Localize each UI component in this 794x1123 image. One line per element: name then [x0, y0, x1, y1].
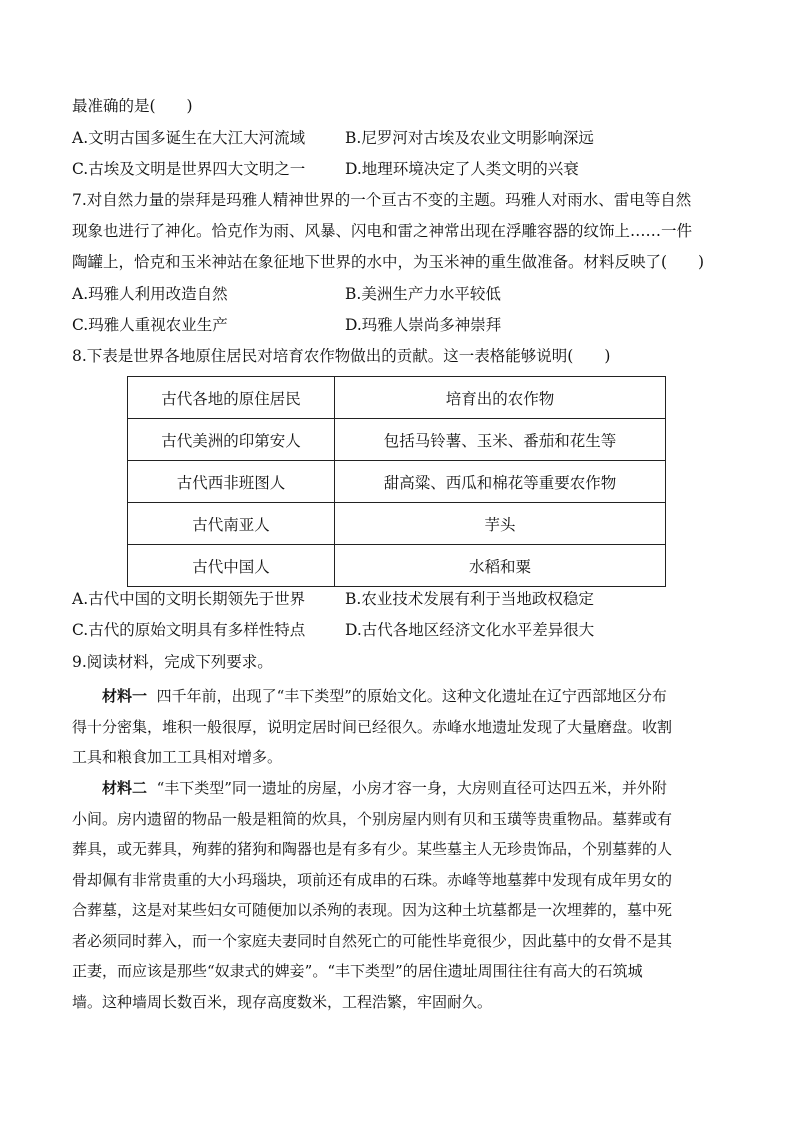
material-two-line: 小间。房内遗留的物品一般是粗简的炊具，个别房屋内则有贝和玉璜等贵重物品。墓葬或有 [72, 809, 673, 828]
table-cell: 芋头 [335, 503, 666, 545]
q7-stem-line-2: 现象也进行了神化。恰克作为雨、风暴、闪电和雷之神常出现在浮雕容器的纹饰上……一件 [72, 222, 693, 240]
q6-option-b[interactable]: B.尼罗河对古埃及农业文明影响深远 [345, 129, 594, 147]
q8-option-a[interactable]: A.古代中国的文明长期领先于世界 [72, 590, 306, 608]
material-two-line: 墙。这种墙周长数百米，现存高度数米，工程浩繁，牢固耐久。 [72, 992, 493, 1011]
q6-option-d[interactable]: D.地理环境决定了人类文明的兴衰 [345, 160, 579, 178]
material-two [72, 773, 722, 1017]
q6-option-a[interactable]: A.文明古国多诞生在大江大河流域 [72, 129, 306, 147]
table-cell: 古代西非班图人 [128, 461, 335, 503]
material-two-label: 材料二 [102, 779, 148, 797]
material-one-line: 工具和粮食加工工具相对增多。 [72, 748, 283, 766]
material-one [72, 681, 722, 773]
q7-option-row-1 [72, 284, 722, 304]
material-two-line: “丰下类型”同一遗址的房屋，小房才容一身，大房则直径可达四五米，并外附 [156, 779, 667, 797]
q9-stem: 9.阅读材料，完成下列要求。 [72, 653, 273, 671]
q8-option-row-1 [72, 589, 722, 609]
material-two-line: 合葬墓，这是对某些妇女可随便加以杀殉的表现。因为这种土坑墓都是一次埋葬的，墓中死 [72, 901, 673, 919]
q8-option-c[interactable]: C.古代的原始文明具有多样性特点 [72, 621, 306, 639]
q6-option-row-2 [72, 159, 722, 179]
table-cell: 水稻和粟 [335, 545, 666, 587]
table-header-cell: 培育出的农作物 [335, 377, 666, 419]
table-header-row [128, 377, 666, 419]
crop-table [127, 376, 666, 587]
table-cell: 古代中国人 [128, 545, 335, 587]
q8-stem: 8.下表是世界各地原住居民对培育农作物做出的贡献。这一表格能够说明( ) [72, 347, 611, 365]
q6-option-row-1 [72, 128, 722, 148]
table-cell: 甜高粱、西瓜和棉花等重要农作物 [335, 461, 666, 503]
q8-option-d[interactable]: D.古代各地区经济文化水平差异很大 [345, 621, 595, 639]
q6-option-c[interactable]: C.古埃及文明是世界四大文明之一 [72, 160, 306, 178]
q7-option-d[interactable]: D.玛雅人崇尚多神崇拜 [345, 316, 502, 334]
material-two-line: 骨却佩有非常贵重的大小玛瑙块，项前还有成串的石珠。赤峰等地墓葬中发现有成年男女的 [72, 870, 673, 889]
q8-option-row-2 [72, 620, 722, 640]
material-two-line: 葬具，或无葬具，殉葬的猪狗和陶器也是有多有少。某些墓主人无珍贵饰品，个别墓葬的人 [72, 840, 673, 858]
material-two-line: 者必须同时葬入，而一个家庭夫妻同时自然死亡的可能性毕竟很少，因此墓中的女骨不是其 [72, 931, 673, 950]
q7-stem-line-3: 陶罐上，恰克和玉米神站在象征地下世界的水中，为玉米神的重生做准备。材料反映了( ) [72, 253, 705, 271]
q7-option-a[interactable]: A.玛雅人利用改造自然 [72, 285, 228, 303]
table-row [128, 503, 666, 545]
table-cell: 古代美洲的印第安人 [128, 419, 335, 461]
table-cell: 包括马铃薯、玉米、番茄和花生等 [335, 419, 666, 461]
table-cell: 古代南亚人 [128, 503, 335, 545]
q6-stem-tail: 最准确的是( ) [72, 97, 193, 115]
table-row [128, 545, 666, 587]
q7-option-c[interactable]: C.玛雅人重视农业生产 [72, 316, 228, 334]
material-one-label: 材料一 [102, 687, 148, 705]
table-row [128, 461, 666, 503]
q7-option-b[interactable]: B.美洲生产力水平较低 [345, 285, 501, 303]
q7-option-row-2 [72, 315, 722, 335]
table-row [128, 419, 666, 461]
q8-option-b[interactable]: B.农业技术发展有利于当地政权稳定 [345, 590, 594, 608]
material-one-line: 得十分密集，堆积一般很厚，说明定居时间已经很久。赤峰水地遗址发现了大量磨盘。收割 [72, 717, 673, 736]
q7-stem-line-1: 7.对自然力量的崇拜是玛雅人精神世界的一个亘古不变的主题。玛雅人对雨水、雷电等自然 [72, 191, 692, 209]
material-two-line: 正妻，而应该是那些“奴隶式的婢妾”。“丰下类型”的居住遗址周围往往有高大的石筑城 [72, 962, 643, 980]
material-one-line: 四千年前，出现了“丰下类型”的原始文化。这种文化遗址在辽宁西部地区分布 [156, 687, 667, 705]
table-header-cell: 古代各地的原住居民 [128, 377, 335, 419]
